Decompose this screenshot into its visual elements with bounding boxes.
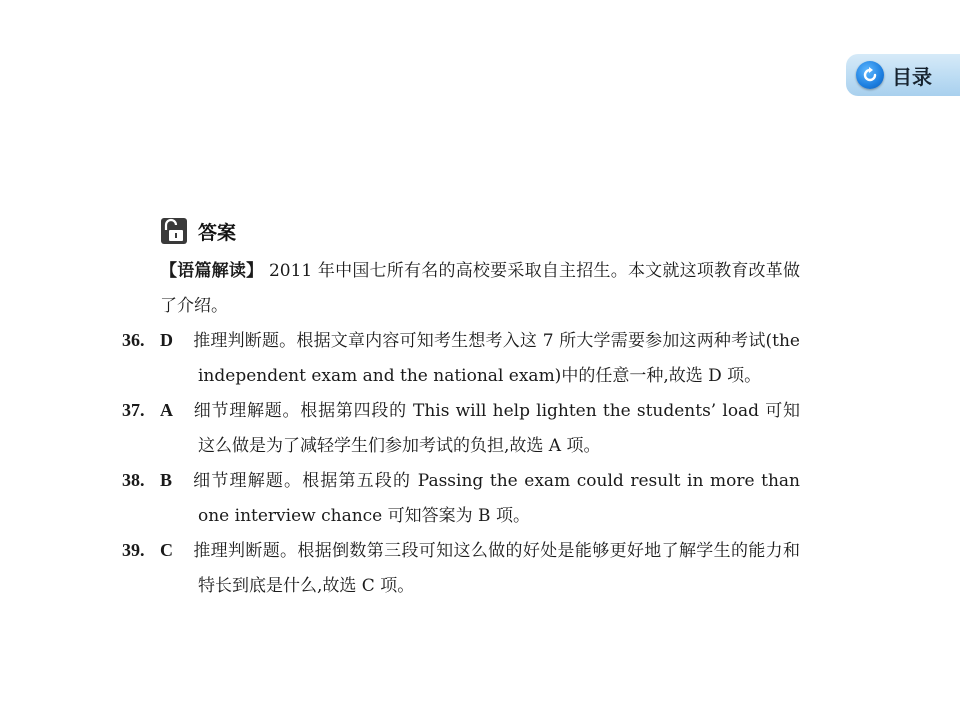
answer-explanation: 细节理解题。根据第四段的 This will help lighten the students’ load 可知这么做是为了减轻学生们参加考试的负担,故选 A 项。 bbox=[193, 401, 800, 456]
toc-label: 目录 bbox=[892, 64, 932, 89]
answer-item: 39. C 推理判断题。根据倒数第三段可知这么做的好处是能够更好地了解学生的能力和特长到底是什么,故选 C 项。 bbox=[122, 540, 800, 596]
unlock-icon bbox=[160, 217, 188, 245]
answer-letter: D bbox=[160, 330, 173, 350]
answer-explanation: 细节理解题。根据第五段的 Passing the exam could result in more than one interview chance 可知答案为 B 项。 bbox=[192, 471, 800, 526]
passage-summary bbox=[160, 254, 800, 323]
answer-header bbox=[160, 216, 236, 246]
answer-letter: B bbox=[160, 470, 173, 490]
answer-title: 答案 bbox=[198, 221, 237, 244]
answer-explanation: 推理判断题。根据倒数第三段可知这么做的好处是能够更好地了解学生的能力和特长到底是什么,故选 C 项。 bbox=[193, 541, 800, 596]
answer-letter: A bbox=[160, 400, 173, 420]
answer-explanation: 推理判断题。根据文章内容可知考生想考入这 7 所大学需要参加这两种考试(the independent exam and the national exam)中的任意一种,故选 D 项。 bbox=[193, 331, 800, 386]
passage-tag: 【语篇解读】 bbox=[160, 261, 264, 281]
answer-item: 36. D 推理判断题。根据文章内容可知考生想考入这 7 所大学需要参加这两种考试(the independent exam and the national exam)中的任意一种,故选 D 项。 bbox=[122, 330, 800, 386]
toc-button[interactable] bbox=[846, 54, 960, 96]
refresh-icon bbox=[856, 61, 884, 89]
answer-item: 38. B 细节理解题。根据第五段的 Passing the exam could result in more than one interview chance 可知答案为 B 项。 bbox=[122, 470, 800, 526]
answer-item: 37. A 细节理解题。根据第四段的 This will help lighten the students’ load 可知这么做是为了减轻学生们参加考试的负担,故选 A 项。 bbox=[122, 400, 800, 456]
answer-letter: C bbox=[160, 540, 173, 560]
answer-content bbox=[122, 254, 800, 603]
passage-text: 2011 年中国七所有名的高校要采取自主招生。本文就这项教育改革做了介绍。 bbox=[160, 261, 800, 316]
